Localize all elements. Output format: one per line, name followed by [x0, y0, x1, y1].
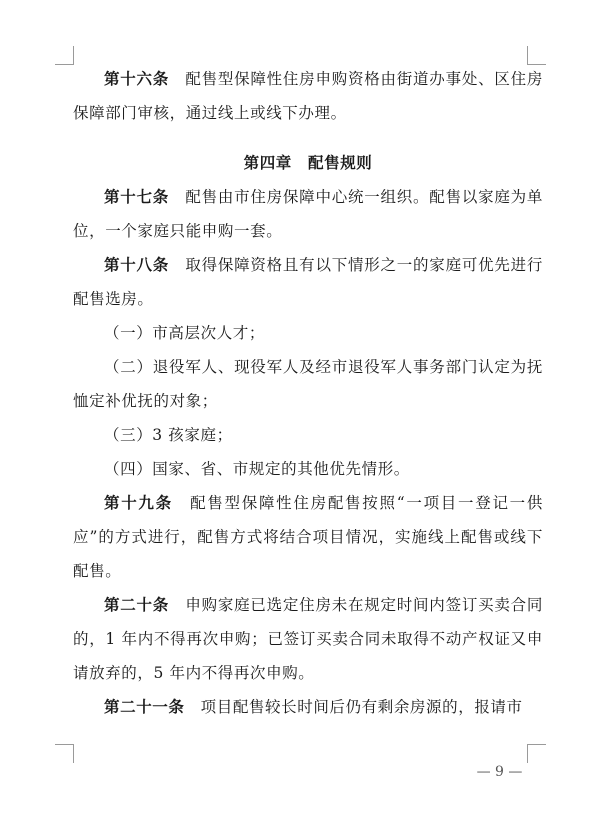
article-text: 申购家庭已选定住房未在规定时间内签订买卖合同的，1 年内不得再次申购；已签订买卖合同未取得不动产权证又申请放弃的，5 年内不得再次申购。 — [73, 596, 543, 682]
article-lead: 第十八条 — [104, 256, 170, 274]
article-20 — [73, 588, 543, 690]
list-item-1: （一）市高层次人才； — [104, 324, 266, 342]
article-18 — [73, 248, 543, 316]
article-text: 配售由市住房保障中心统一组织。配售以家庭为单位，一个家庭只能申购一套。 — [73, 188, 543, 240]
article-text: 配售型保障性住房申购资格由街道办事处、区住房保障部门审核，通过线上或线下办理。 — [73, 70, 543, 122]
page-number: — 9 — — [476, 764, 523, 780]
crop-mark-bottom-left — [55, 744, 74, 763]
article-lead: 第十七条 — [104, 188, 170, 206]
article-text: 配售型保障性住房配售按照“一项目一登记一供应”的方式进行，配售方式将结合项目情况，实施线上配售或线下配售。 — [73, 494, 543, 580]
list-item-3: （三）3 孩家庭； — [104, 426, 233, 444]
article-text: 项目配售较长时间后仍有剩余房源的，报请市 — [200, 698, 523, 716]
list-item-2: （二）退役军人、现役军人及经市退役军人事务部门认定为抚恤定补优抚的对象； — [73, 358, 543, 410]
article-lead: 第二十条 — [104, 596, 170, 614]
list-item-4: （四）国家、省、市规定的其他优先情形。 — [104, 460, 410, 478]
article-lead: 第十九条 — [104, 494, 173, 512]
article-17 — [73, 180, 543, 248]
crop-mark-bottom-right — [527, 744, 546, 763]
crop-mark-top-left — [55, 46, 74, 65]
article-16 — [73, 62, 543, 130]
article-21 — [73, 690, 543, 724]
article-19 — [73, 486, 543, 588]
chapter-heading: 第四章 配售规则 — [243, 154, 373, 172]
article-lead: 第二十一条 — [104, 698, 185, 716]
article-text: 取得保障资格且有以下情形之一的家庭可优先进行配售选房。 — [73, 256, 543, 308]
article-lead: 第十六条 — [104, 70, 170, 88]
document-body — [73, 62, 543, 724]
